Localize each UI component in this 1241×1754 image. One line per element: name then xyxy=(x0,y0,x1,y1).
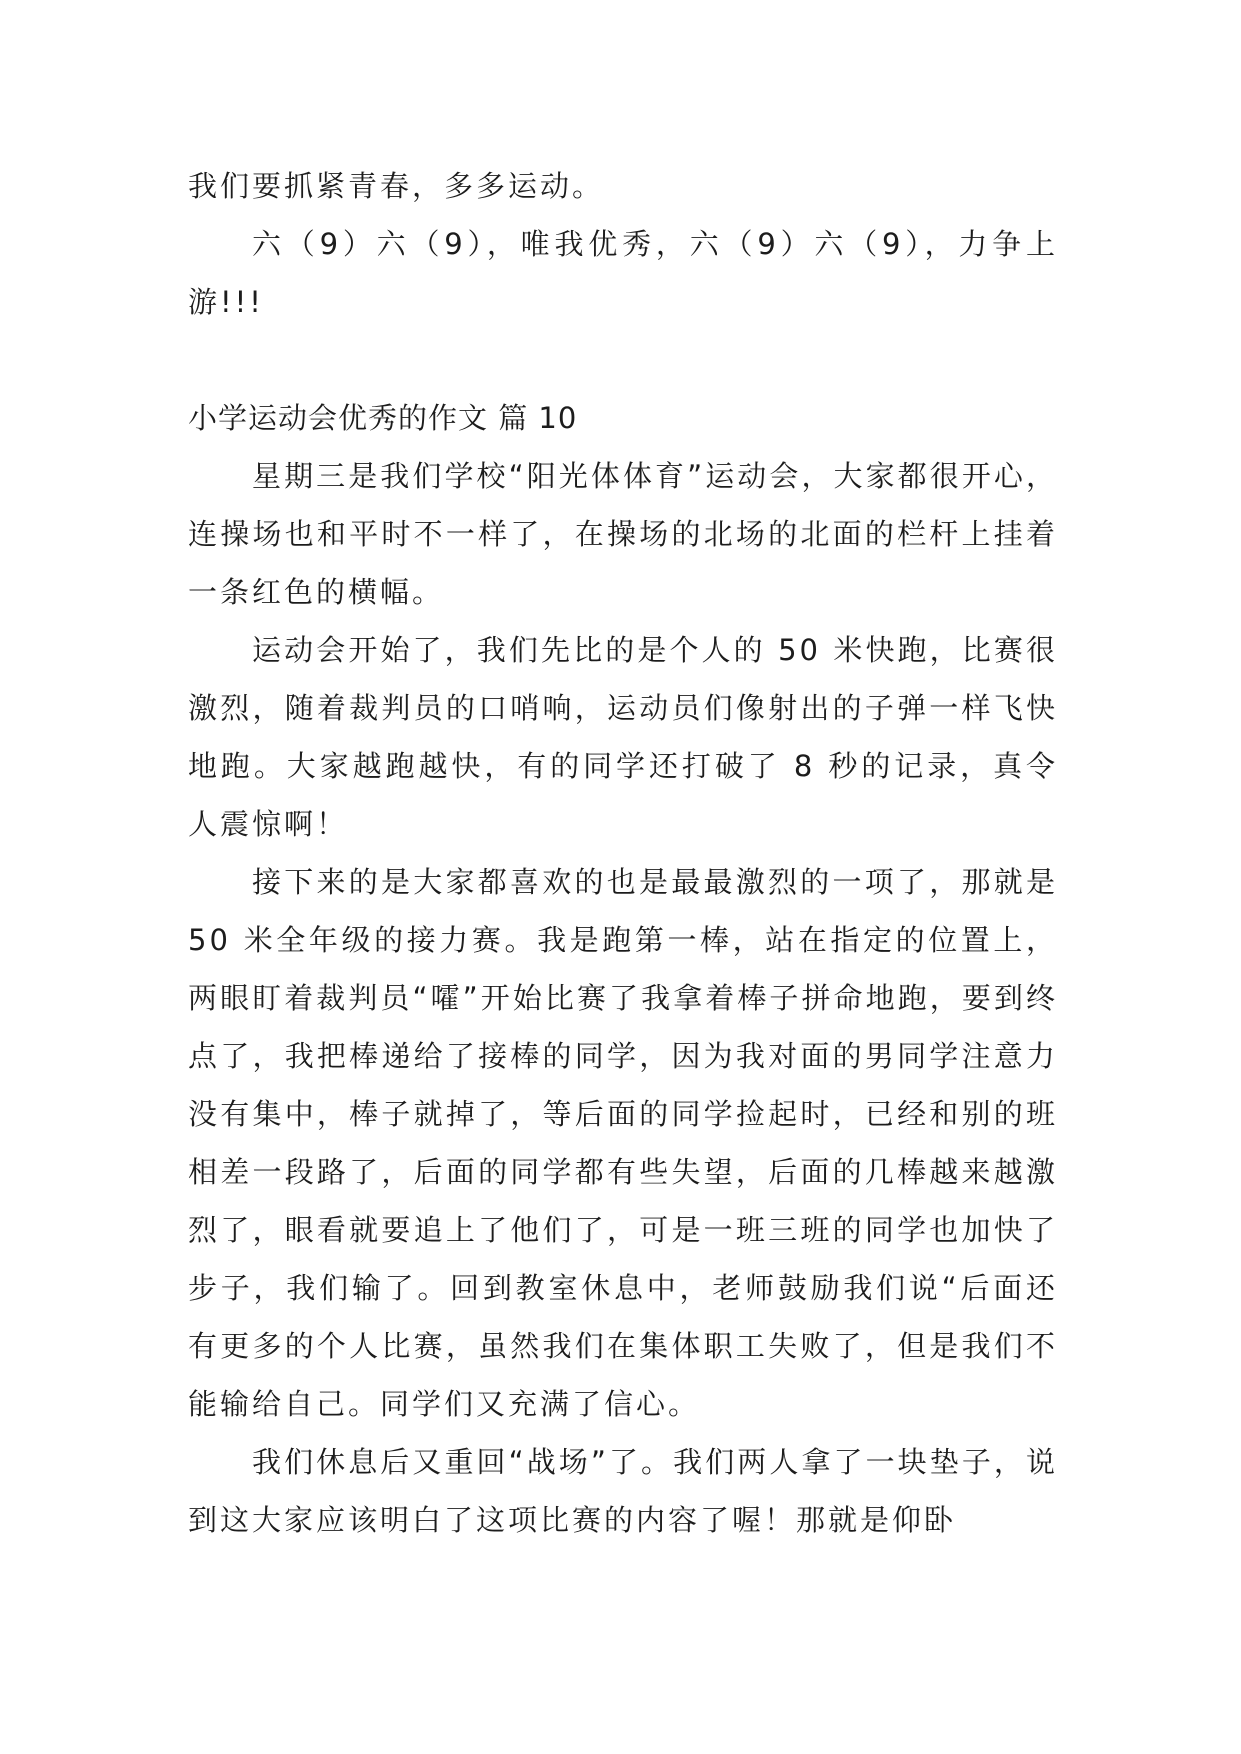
paragraph: 我们休息后又重回“战场”了。我们两人拿了一块垫子，说到这大家应该明白了这项比赛的内容了喔！那就是仰卧 xyxy=(188,1445,1058,1537)
paragraph-slogan: 六（9）六（9），唯我优秀，六（9）六（9），力争上游!!! xyxy=(188,227,1058,319)
paragraph-continuation: 我们要抓紧青春，多多运动。 xyxy=(188,169,605,203)
paragraph: 运动会开始了，我们先比的是个人的 50 米快跑，比赛很激烈，随着裁判员的口哨响，运动员们像射出的子弹一样飞快地跑。大家越跑越快，有的同学还打破了 8 秒的记录，真令人震惊啊！ xyxy=(188,633,1058,841)
paragraph: 星期三是我们学校“阳光体体育”运动会，大家都很开心，连操场也和平时不一样了，在操场的北场的北面的栏杆上挂着一条红色的横幅。 xyxy=(188,459,1058,609)
paragraph: 接下来的是大家都喜欢的也是最最激烈的一项了，那就是 50 米全年级的接力赛。我是跑第一棒，站在指定的位置上，两眼盯着裁判员“嚯”开始比赛了我拿着棒子拼命地跑，要到终点了，我把棒递给了接棒的同学，因为我对面的男同学注意力没有集中，棒子就掉了，等后面的同学捡起时，已经和别的班相差一段路了，后面的同学都有些失望，后面的几棒越来越激烈了，眼看就要追上了他们了，可是一班三班的同学也加快了步子，我们输了。回到教室休息中，老师鼓励我们说“后面还有更多的个人比赛，虽然我们在集体职工失败了，但是我们不能输给自己。同学们又充满了信心。 xyxy=(188,865,1058,1421)
section-title: 小学运动会优秀的作文 篇 10 xyxy=(188,401,578,435)
document-body xyxy=(188,157,1058,1549)
